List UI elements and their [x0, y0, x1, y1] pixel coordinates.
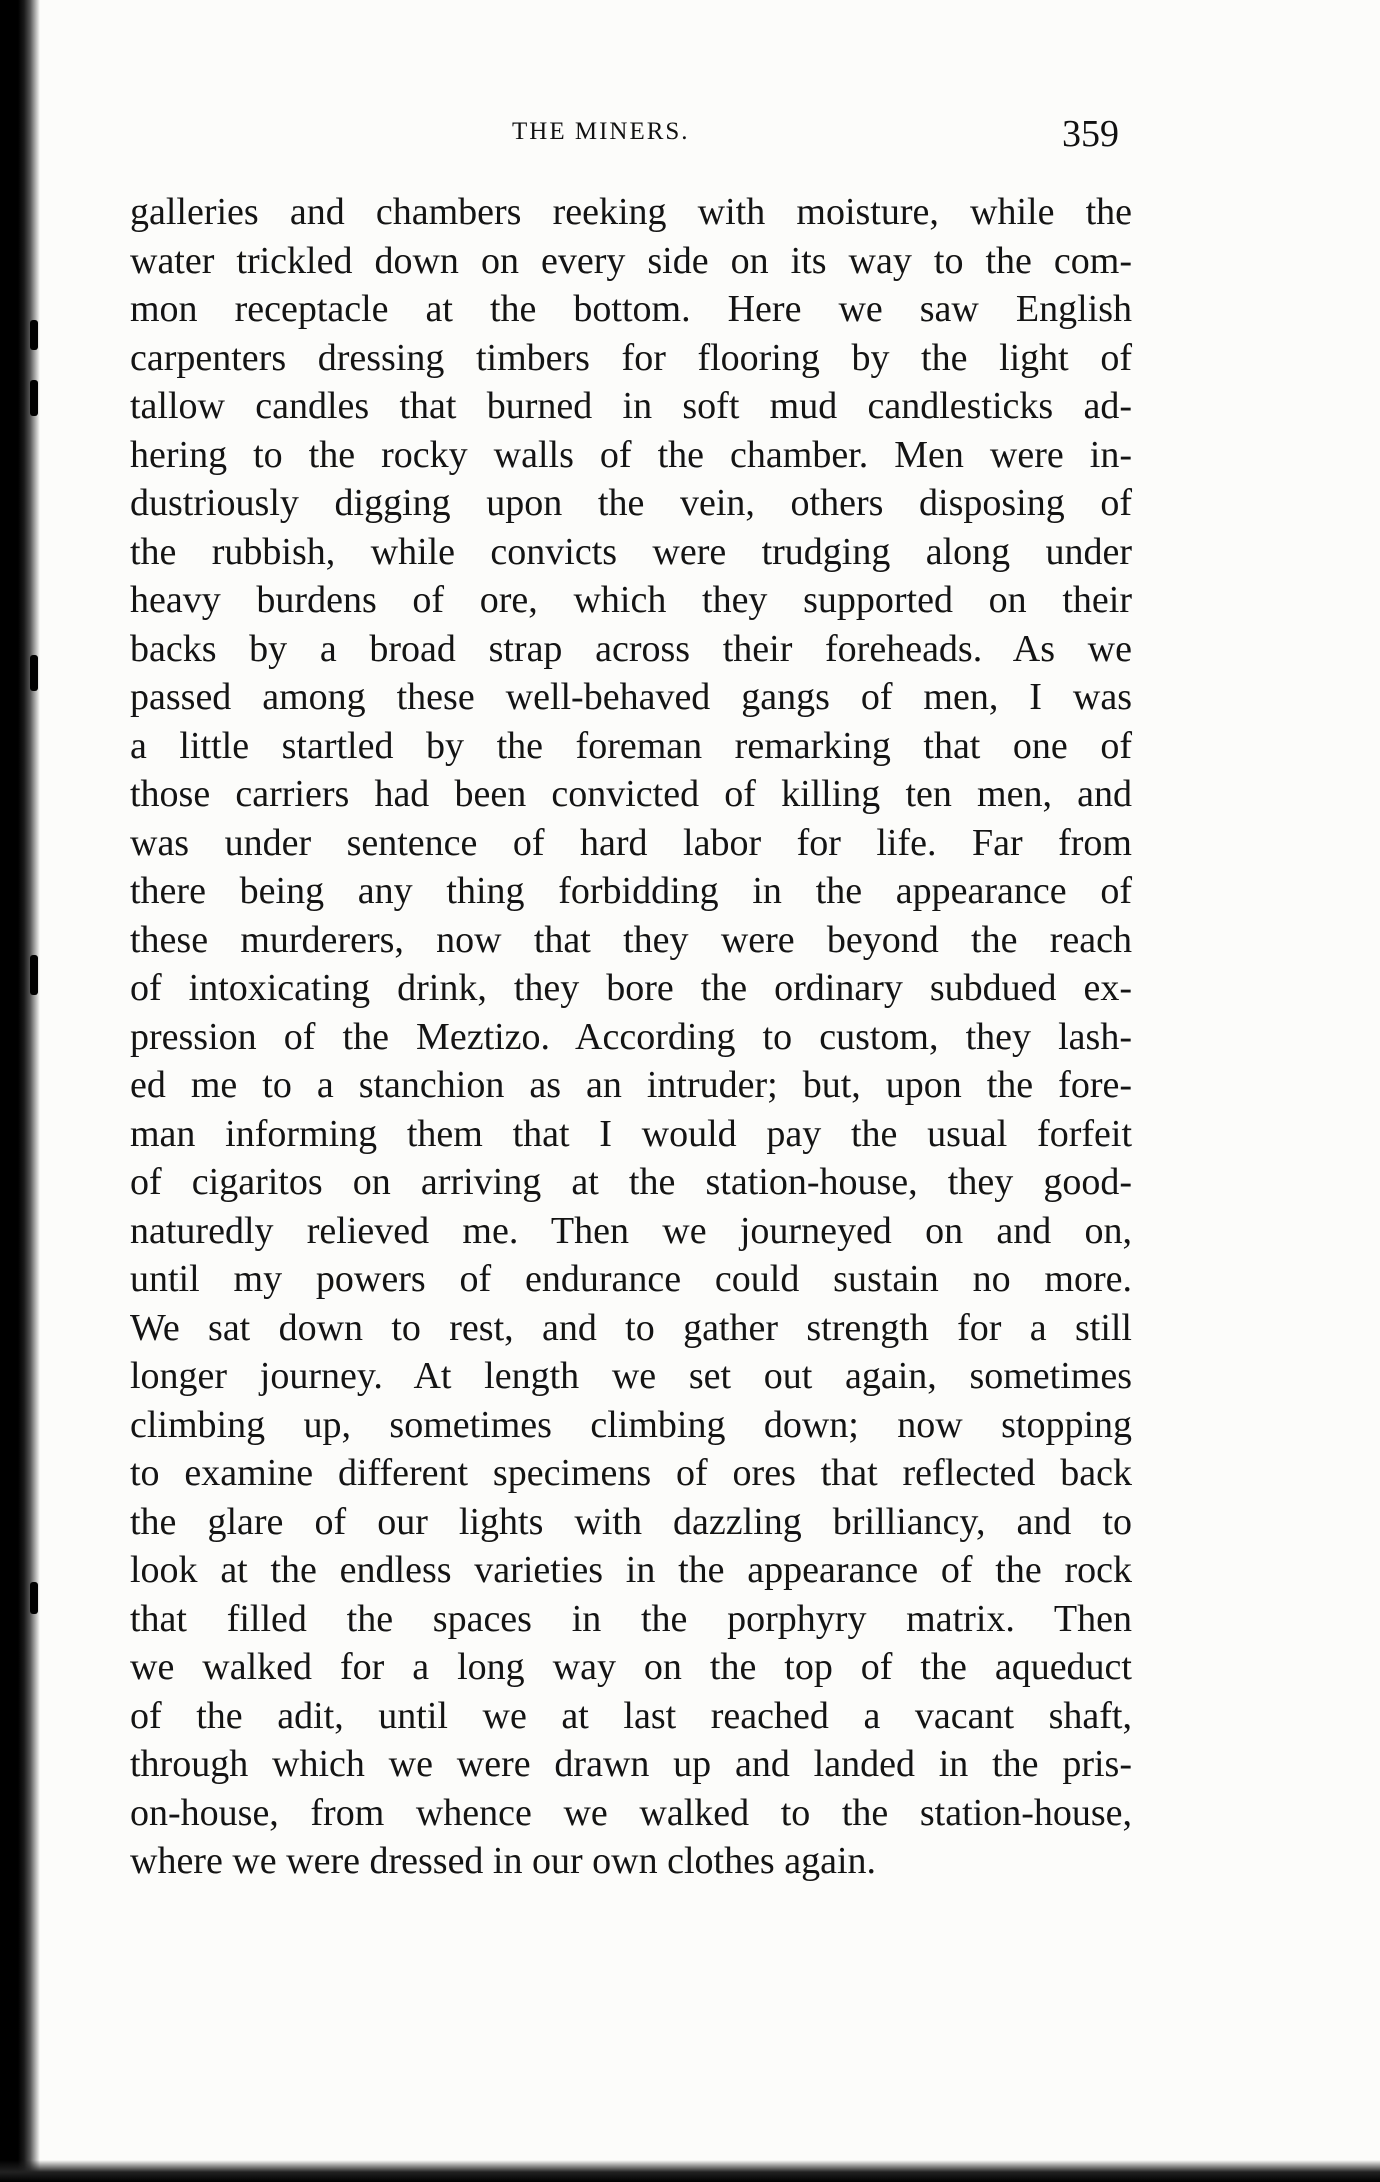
text-line: look at the endless varieties in the appearance of the rock: [130, 1549, 1132, 1591]
binding-mark: [30, 955, 38, 995]
text-line: there being any thing forbidding in the appearance of: [130, 870, 1132, 912]
binding-mark: [30, 320, 38, 350]
page-number: 359: [1062, 113, 1119, 155]
text-line: we walked for a long way on the top of the aqueduct: [130, 1646, 1132, 1688]
text-line: the glare of our lights with dazzling brilliancy, and to: [130, 1500, 1132, 1543]
text-line: the rubbish, while convicts were trudging along under: [130, 530, 1132, 573]
body-text: [130, 188, 1132, 1886]
page-bottom-edge: [0, 2160, 1380, 2182]
text-line: of cigaritos on arriving at the station-house, they good-: [130, 1161, 1132, 1203]
text-line: passed among these well-behaved gangs of men, I was: [130, 676, 1132, 718]
text-line: climbing up, sometimes climbing down; now stopping: [130, 1403, 1132, 1446]
page-header: [130, 112, 1130, 162]
text-line: a little startled by the foreman remarking that one of: [130, 724, 1132, 767]
text-line: to examine different specimens of ores that reflected back: [130, 1452, 1132, 1494]
text-line: water trickled down on every side on its way to the com-: [130, 239, 1132, 282]
text-line: man informing them that I would pay the usual forfeit: [130, 1112, 1132, 1155]
text-line: backs by a broad strap across their foreheads. As we: [130, 627, 1132, 670]
text-line: was under sentence of hard labor for life. Far from: [130, 821, 1132, 864]
binding-mark: [30, 1582, 38, 1614]
text-line: tallow candles that burned in soft mud candlesticks ad-: [130, 385, 1132, 427]
text-line: mon receptacle at the bottom. Here we saw English: [130, 288, 1132, 330]
text-line: until my powers of endurance could sustain no more.: [130, 1258, 1132, 1300]
text-line: We sat down to rest, and to gather strength for a still: [130, 1306, 1132, 1349]
text-line: through which we were drawn up and landed in the pris-: [130, 1743, 1132, 1785]
text-line: carpenters dressing timbers for flooring by the light of: [130, 336, 1132, 379]
text-line: naturedly relieved me. Then we journeyed on and on,: [130, 1209, 1132, 1252]
text-line: dustriously digging upon the vein, others disposing of: [130, 482, 1132, 524]
text-line: pression of the Meztizo. According to custom, they lash-: [130, 1015, 1132, 1058]
text-line: those carriers had been convicted of killing ten men, and: [130, 773, 1132, 815]
text-line: ed me to a stanchion as an intruder; but, upon the fore-: [130, 1064, 1132, 1106]
text-line: on-house, from whence we walked to the station-house,: [130, 1791, 1132, 1834]
binding-mark: [30, 380, 38, 416]
text-line: of intoxicating drink, they bore the ordinary subdued ex-: [130, 967, 1132, 1009]
text-line: where we were dressed in our own clothes again.: [130, 1840, 877, 1882]
text-line: heavy burdens of ore, which they supported on their: [130, 579, 1132, 621]
text-line: hering to the rocky walls of the chamber. Men were in-: [130, 433, 1132, 476]
text-line: these murderers, now that they were beyond the reach: [130, 918, 1132, 961]
text-line: that filled the spaces in the porphyry matrix. Then: [130, 1597, 1132, 1640]
text-line: galleries and chambers reeking with moisture, while the: [130, 191, 1132, 233]
text-line: of the adit, until we at last reached a vacant shaft,: [130, 1694, 1132, 1737]
text-line: longer journey. At length we set out again, sometimes: [130, 1355, 1132, 1397]
binding-mark: [30, 655, 38, 691]
running-head: THE MINERS.: [512, 118, 690, 145]
